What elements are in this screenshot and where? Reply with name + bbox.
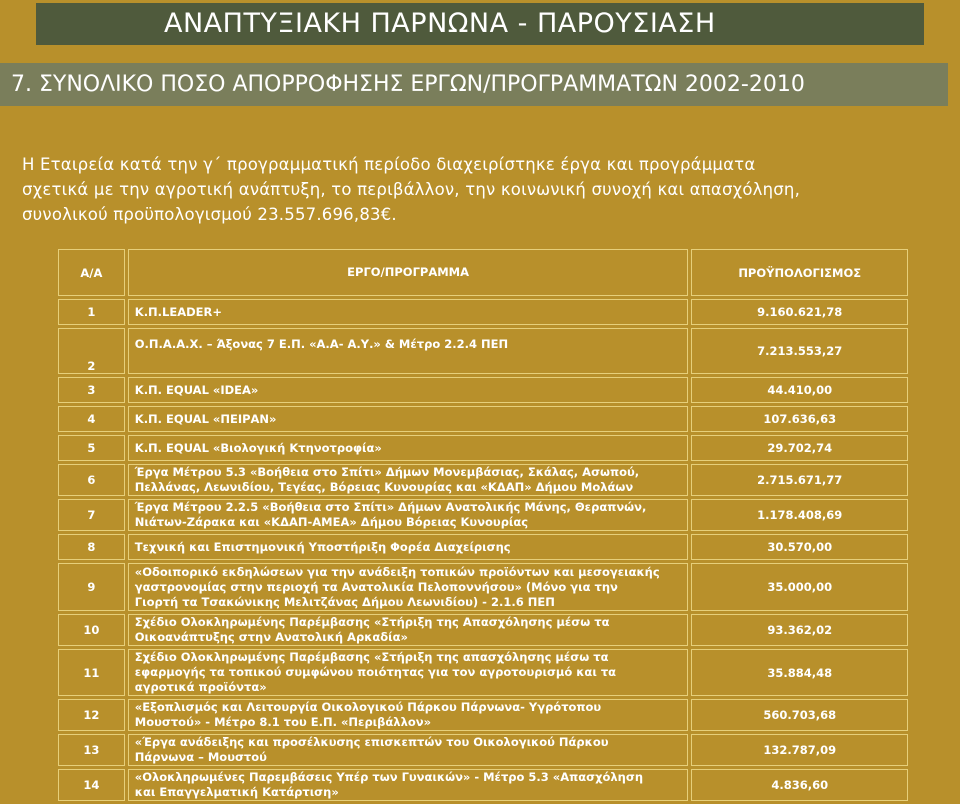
project-line: Οικοανάπτυξης στην Ανατολική Αρκαδία» <box>134 630 408 644</box>
table-row <box>58 769 908 801</box>
row-budget: 560.703,68 <box>691 699 908 731</box>
project-line: Πελλάνας, Λεωνιδίου, Τεγέας, Βόρειας Κυνουρίας και «ΚΔΑΠ» Δήμου Μολάων <box>134 480 634 494</box>
row-project <box>128 563 689 611</box>
row-project <box>128 734 689 766</box>
row-index: 7 <box>58 499 125 531</box>
project-line: «Οδοιπορικό εκδηλώσεων για την ανάδειξη τοπικών προϊόντων και μεσογειακής <box>134 564 660 579</box>
row-index: 10 <box>58 614 125 646</box>
table-row <box>58 499 908 531</box>
project-line: εφαρμογής τα τοπικού συμφώνου ποιότητας για τον αγροτουρισμό και τα <box>134 665 617 679</box>
row-index: 3 <box>58 377 125 403</box>
row-project <box>128 614 689 646</box>
row-budget: 7.213.553,27 <box>691 328 908 374</box>
table-row <box>58 435 908 461</box>
row-index: 8 <box>58 534 125 560</box>
intro-line: Η Εταιρεία κατά την γ΄ προγραμματική περίοδο διαχειρίστηκε έργα και προγράμματα <box>22 155 756 174</box>
row-budget: 2.715.671,77 <box>691 464 908 496</box>
row-project <box>128 406 689 432</box>
table-header-row <box>58 249 908 296</box>
table-row <box>58 299 908 325</box>
row-budget: 35.884,48 <box>691 649 908 696</box>
row-index: 5 <box>58 435 125 461</box>
table-row <box>58 464 908 496</box>
row-project <box>128 299 689 325</box>
project-line: Σχέδιο Ολοκληρωμένης Παρέμβασης «Στήριξη της Απασχόλησης μέσω τα <box>134 615 610 629</box>
row-index: 11 <box>58 649 125 696</box>
project-line: αγροτικά προϊόντα» <box>134 680 267 694</box>
row-project <box>128 435 689 461</box>
header-budget: ΠΡΟΫΠΟΛΟΓΙΣΜΟΣ <box>691 249 908 296</box>
project-line: γαστρονομίας στην περιοχή τα Ανατολικία Πελοποννήσου» (Μόνο για την <box>134 579 618 594</box>
row-budget: 1.178.408,69 <box>691 499 908 531</box>
row-project <box>128 769 689 801</box>
row-budget: 107.636,63 <box>691 406 908 432</box>
table-row <box>58 734 908 766</box>
table-row <box>58 406 908 432</box>
table-row <box>58 699 908 731</box>
row-budget: 132.787,09 <box>691 734 908 766</box>
section-title: 7. ΣΥΝΟΛΙΚΟ ΠΟΣΟ ΑΠΟΡΡΟΦΗΣΗΣ ΕΡΓΩΝ/ΠΡΟΓΡΑΜΜΑΤΩΝ 2002-2010 <box>0 63 948 106</box>
table-row <box>58 534 908 560</box>
project-line: Έργα Μέτρου 5.3 «Βοήθεια στο Σπίτι» Δήμων Μονεμβάσιας, Σκάλας, Ασωπού, <box>134 465 640 479</box>
row-index: 6 <box>58 464 125 496</box>
project-line: Ο.Π.Α.Α.Χ. – Άξονας 7 Ε.Π. «Α.Α- Α.Υ.» & Μέτρο 2.2.4 ΠΕΠ <box>134 337 509 351</box>
row-index: 13 <box>58 734 125 766</box>
table-row <box>58 649 908 696</box>
row-budget: 35.000,00 <box>691 563 908 611</box>
row-project <box>128 499 689 531</box>
row-project <box>128 699 689 731</box>
table-row <box>58 377 908 403</box>
page-title: ΑΝΑΠΤΥΞΙΑΚΗ ΠΑΡΝΩΝΑ - ΠΑΡΟΥΣΙΑΣΗ <box>36 3 924 45</box>
row-index: 4 <box>58 406 125 432</box>
header-index: Α/Α <box>58 249 125 296</box>
project-line: Τεχνική και Επιστημονική Υποστήριξη Φορέα Διαχείρισης <box>134 539 511 554</box>
row-budget: 44.410,00 <box>691 377 908 403</box>
project-line: Κ.Π.LEADER+ <box>134 304 223 319</box>
project-line: Μουστού» - Μέτρο 8.1 του Ε.Π. «Περιβάλλον» <box>134 715 432 729</box>
row-index: 2 <box>58 328 125 374</box>
row-budget: 4.836,60 <box>691 769 908 801</box>
project-line: «Έργα ανάδειξης και προσέλκυσης επισκεπτών του Οικολογικού Πάρκου <box>134 735 609 749</box>
project-line: Έργα Μέτρου 2.2.5 «Βοήθεια στο Σπίτι» Δήμων Ανατολικής Μάνης, Θεραπνών, <box>134 500 647 514</box>
intro-paragraph <box>22 152 942 227</box>
intro-line: σχετικά με την αγροτική ανάπτυξη, το περιβάλλον, την κοινωνική συνοχή και απασχόληση, <box>22 180 801 199</box>
row-budget: 93.362,02 <box>691 614 908 646</box>
project-line: Σχέδιο Ολοκληρωμένης Παρέμβασης «Στήριξη της απασχόλησης μέσω τα <box>134 650 609 664</box>
row-project <box>128 328 689 374</box>
project-line: Γιορτή τα Τσακώνικης Μελιτζάνας Δήμου Λεωνιδίου) - 2.1.6 ΠΕΠ <box>134 594 555 609</box>
intro-line: συνολικού προϋπολογισμού 23.557.696,83€. <box>22 205 397 224</box>
row-index: 14 <box>58 769 125 801</box>
project-line: «Ολοκληρωμένες Παρεμβάσεις Υπέρ των Γυναικών» - Μέτρο 5.3 «Απασχόληση <box>134 770 644 784</box>
projects-table <box>55 246 911 804</box>
row-project <box>128 649 689 696</box>
project-line: Κ.Π. EQUAL «Βιολογική Κτηνοτροφία» <box>134 440 382 455</box>
row-budget: 30.570,00 <box>691 534 908 560</box>
project-line: Κ.Π. EQUAL «IDEA» <box>134 382 259 397</box>
row-budget: 29.702,74 <box>691 435 908 461</box>
row-project <box>128 377 689 403</box>
table-row <box>58 614 908 646</box>
header-project: ΕΡΓΟ/ΠΡΟΓΡΑΜΜΑ <box>128 249 689 296</box>
row-index: 1 <box>58 299 125 325</box>
row-project <box>128 464 689 496</box>
row-project <box>128 534 689 560</box>
table-row <box>58 328 908 374</box>
project-line: Κ.Π. EQUAL «ΠΕΙΡΑΝ» <box>134 411 277 426</box>
project-line: Νιάτων-Ζάρακα και «ΚΔΑΠ-ΑΜΕΑ» Δήμου Βόρειας Κυνουρίας <box>134 515 529 529</box>
row-budget: 9.160.621,78 <box>691 299 908 325</box>
project-line: και Επαγγελματική Κατάρτιση» <box>134 785 339 799</box>
row-index: 9 <box>58 563 125 611</box>
project-line: «Εξοπλισμός και Λειτουργία Οικολογικού Πάρκου Πάρνωνα- Υγρότοπου <box>134 700 602 714</box>
row-index: 12 <box>58 699 125 731</box>
project-line: Πάρνωνα – Μουστού <box>134 750 267 764</box>
table-row <box>58 563 908 611</box>
